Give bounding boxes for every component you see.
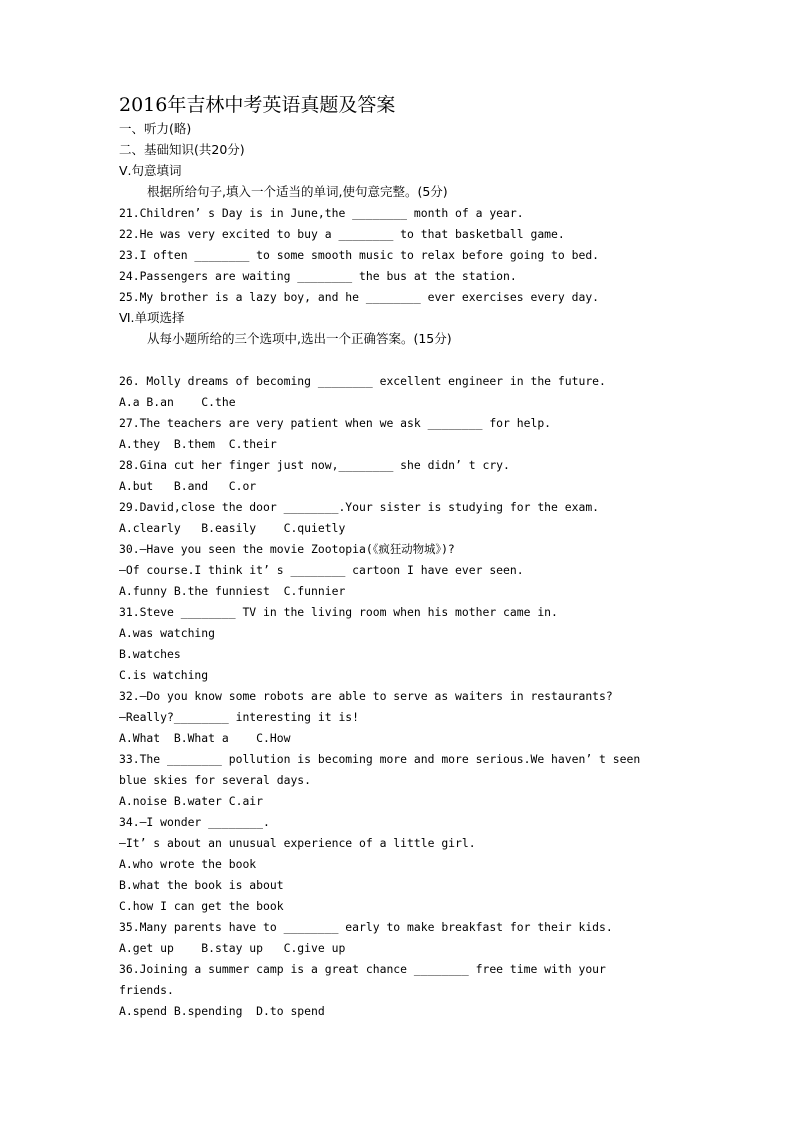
question-line: 21.Children’ s Day is in June,the ________ month of a year. bbox=[119, 206, 524, 220]
question-line: 29.David,close the door ________.Your sister is studying for the exam. bbox=[119, 500, 600, 514]
section-vi-heading: Ⅵ.单项选择 bbox=[119, 310, 185, 325]
section-basic-knowledge: 二、基础知识(共20分) bbox=[119, 142, 245, 157]
options-line: A.was watching bbox=[119, 626, 216, 640]
options-line: A.funny B.the funniest C.funnier bbox=[119, 584, 346, 598]
question-line: 24.Passengers are waiting ________ the bus at the station. bbox=[119, 269, 517, 283]
question-line: 30.—Have you seen the movie Zootopia(《疯狂动物城》)? bbox=[119, 542, 455, 556]
question-line: 26. Molly dreams of becoming ________ excellent engineer in the future. bbox=[119, 374, 606, 388]
question-line: 32.—Do you know some robots are able to serve as waiters in restaurants? bbox=[119, 689, 613, 703]
options-line: A.What B.What a C.How bbox=[119, 731, 291, 745]
options-line: A.spend B.spending D.to spend bbox=[119, 1004, 325, 1018]
question-line: 28.Gina cut her finger just now,________ she didn’ t cry. bbox=[119, 458, 510, 472]
section-v-instructions: 根据所给句子,填入一个适当的单词,使句意完整。(5分) bbox=[147, 184, 448, 199]
question-line: 35.Many parents have to ________ early to make breakfast for their kids. bbox=[119, 920, 613, 934]
question-line: —It’ s about an unusual experience of a little girl. bbox=[119, 836, 476, 850]
question-line: blue skies for several days. bbox=[119, 773, 312, 787]
section-vi-instructions: 从每小题所给的三个选项中,选出一个正确答案。(15分) bbox=[147, 331, 452, 346]
options-line: A.a B.an C.the bbox=[119, 395, 236, 409]
question-line: 27.The teachers are very patient when we ask ________ for help. bbox=[119, 416, 552, 430]
document-title: 2016年吉林中考英语真题及答案 bbox=[119, 94, 396, 116]
question-line: —Really?________ interesting it is! bbox=[119, 710, 360, 724]
question-line: 23.I often ________ to some smooth music to relax before going to bed. bbox=[119, 248, 600, 262]
options-line: A.who wrote the book bbox=[119, 857, 257, 871]
question-line: 34.—I wonder ________. bbox=[119, 815, 270, 829]
question-line: 36.Joining a summer camp is a great chance ________ free time with your bbox=[119, 962, 606, 976]
options-line: C.is watching bbox=[119, 668, 209, 682]
question-line: friends. bbox=[119, 983, 174, 997]
options-line: A.get up B.stay up C.give up bbox=[119, 941, 346, 955]
options-line: A.but B.and C.or bbox=[119, 479, 257, 493]
options-line: B.what the book is about bbox=[119, 878, 284, 892]
section-listening: 一、听力(略) bbox=[119, 121, 192, 136]
options-line: A.noise B.water C.air bbox=[119, 794, 264, 808]
question-line: 33.The ________ pollution is becoming more and more serious.We haven’ t seen bbox=[119, 752, 641, 766]
question-line: 25.My brother is a lazy boy, and he ________ ever exercises every day. bbox=[119, 290, 600, 304]
options-line: B.watches bbox=[119, 647, 181, 661]
options-line: C.how I can get the book bbox=[119, 899, 284, 913]
question-line: 31.Steve ________ TV in the living room when his mother came in. bbox=[119, 605, 558, 619]
question-line: —Of course.I think it’ s ________ cartoon I have ever seen. bbox=[119, 563, 524, 577]
section-v-heading: Ⅴ.句意填词 bbox=[119, 163, 182, 178]
options-line: A.clearly B.easily C.quietly bbox=[119, 521, 346, 535]
question-line: 22.He was very excited to buy a ________ to that basketball game. bbox=[119, 227, 565, 241]
options-line: A.they B.them C.their bbox=[119, 437, 277, 451]
